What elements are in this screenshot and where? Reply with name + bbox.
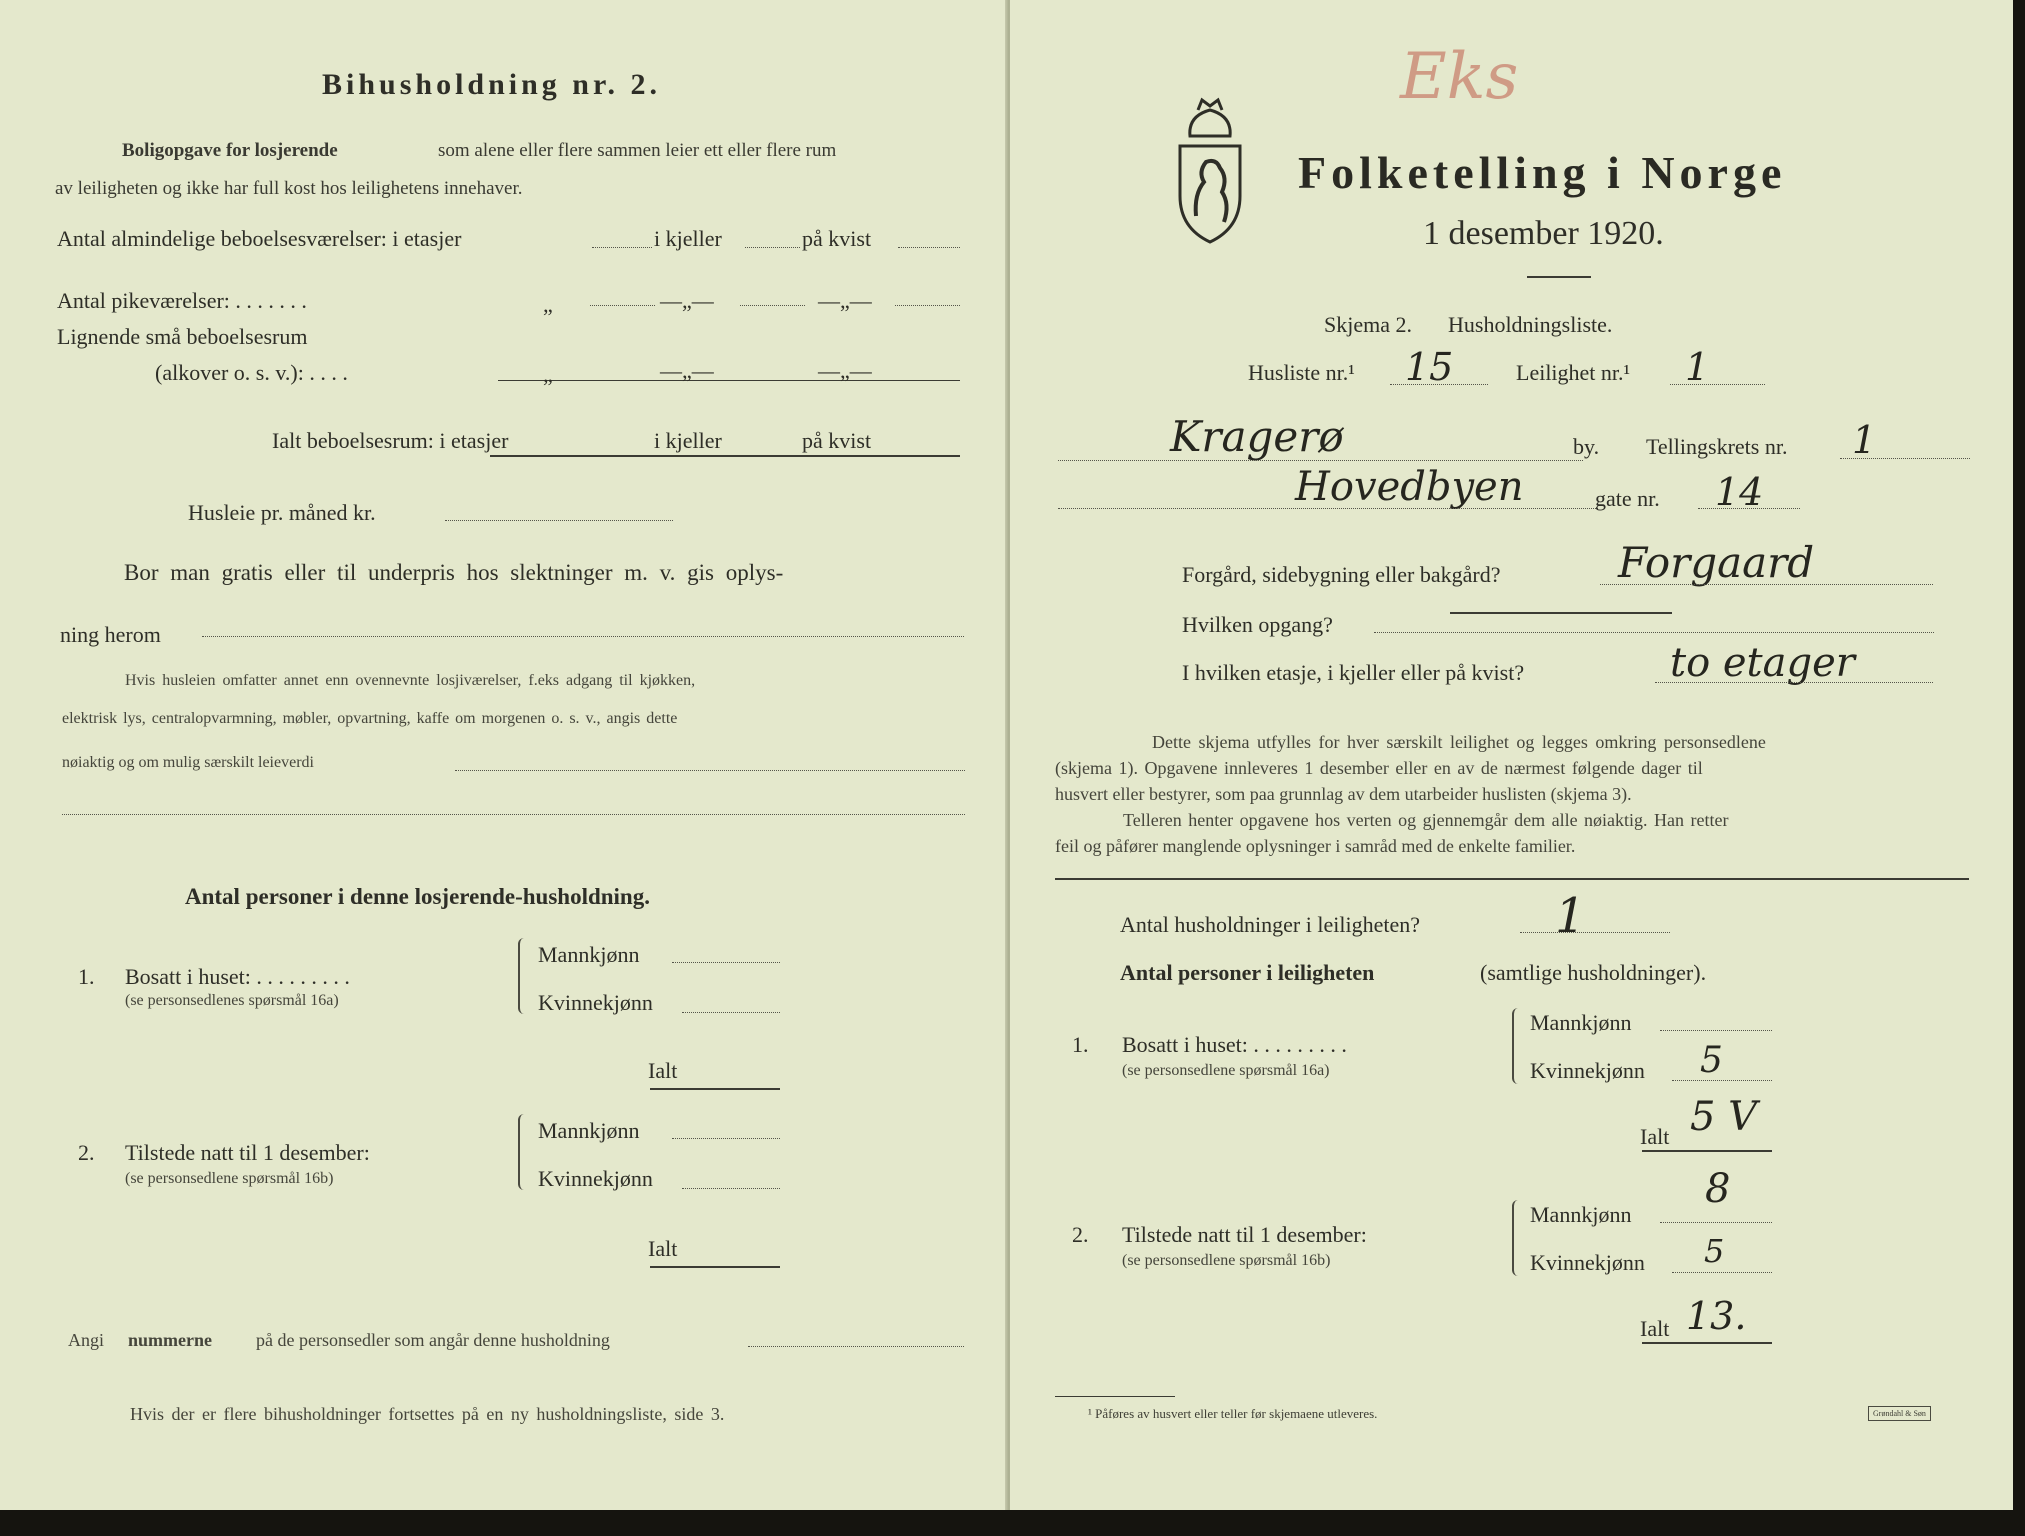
printer-stamp: Grøndahl & Søn [1868,1406,1931,1421]
maid-line-1 [590,305,655,306]
q2-male-label: Mannkjønn [538,1118,640,1143]
right-q2-female-value: 5 [1704,1232,1725,1270]
alcoves-ditto-1: „ [543,362,553,387]
free-answer-line [202,636,964,637]
gate-value: 14 [1715,470,1764,514]
husliste-label: Husliste nr.¹ [1248,360,1355,385]
q2-brace [518,1114,528,1190]
leilighet-label: Leilighet nr.¹ [1516,360,1631,385]
q1-female-line [682,1012,780,1013]
schema-label: Skjema 2. [1324,312,1412,337]
census-date: 1 desember 1920. [1423,215,1664,252]
right-q1-male-line [1660,1030,1772,1031]
forgard-value: Forgaard [1618,538,1815,587]
alcoves-label: (alkover o. s. v.): . . . . [155,360,348,385]
krets-label: Tellingskrets nr. [1646,434,1788,459]
note-line [455,770,965,771]
q2-total-label: Ialt [648,1236,678,1261]
city-value: Kragerø [1170,412,1344,461]
alcoves-ditto-2: —„— [660,358,714,383]
right-q2-male-label: Mannkjønn [1530,1202,1632,1227]
husliste-value: 15 [1405,345,1454,389]
q2-female-label: Kvinnekjønn [538,1166,653,1191]
q1-subtext: (se personsedlenes spørsmål 16a) [125,992,339,1009]
numbers-line [748,1346,964,1347]
intro-bold: Boligopgave for losjerende [122,140,338,161]
rooms-label: Antal almindelige beboelsesværelser: i etasjer [57,226,462,251]
left-title: Bihusholdning nr. 2. [322,68,662,101]
right-q1-subtext: (se personsedlene spørsmål 16a) [1122,1062,1330,1079]
note-line-extra [62,814,965,815]
right-q1-female-line [1672,1080,1772,1081]
persons-heading: Antal personer i denne losjerende-husholdning. [185,884,650,909]
street-value: Hovedbyen [1295,464,1524,510]
numbers-rest: på de personsedler som angår denne husholdning [256,1330,610,1350]
right-q2-female-line [1672,1272,1772,1273]
rooms-cellar-label: i kjeller [654,226,722,251]
right-q1-female-label: Kvinnekjønn [1530,1058,1645,1083]
left-footer: Hvis der er flere bihusholdninger fortsettes på en ny husholdningsliste, side 3. [130,1404,725,1424]
rooms-etasjer-line [592,247,652,248]
free-question-line1: Bor man gratis eller til underpris hos slektninger m. v. gis oplys- [124,560,784,585]
forgard-label: Forgård, sidebygning eller bakgård? [1182,562,1501,587]
right-q1-number: 1. [1072,1032,1089,1057]
numbers-pre: Angi [68,1330,104,1350]
q2-female-line [682,1188,780,1189]
rooms-attic-line [898,247,960,248]
free-question-line2: ning herom [60,622,161,647]
total-rooms-label: Ialt beboelsesrum: i etasjer [272,428,509,453]
total-rooms-line [490,455,960,457]
total-cellar-label: i kjeller [654,428,722,453]
maid-rooms-label: Antal pikeværelser: . . . . . . . [57,288,307,313]
footnote-divider [1055,1396,1175,1397]
schema-name: Husholdningsliste. [1448,312,1613,337]
right-q2-total-label: Ialt [1640,1316,1670,1341]
q1-label: Bosatt i huset: . . . . . . . . . [125,964,350,989]
rooms-attic-label: på kvist [802,226,872,251]
right-q1-male-label: Mannkjønn [1530,1010,1632,1035]
etasje-label: I hvilken etasje, i kjeller eller på kvist? [1182,660,1525,685]
right-q1-total-line [1642,1150,1772,1152]
pencil-mark: Eks [1400,40,1519,114]
q2-number: 2. [78,1140,95,1165]
total-attic-label: på kvist [802,428,872,453]
rent-line [445,520,673,521]
note-line2: elektrisk lys, centralopvarmning, møbler, opvartning, kaffe om morgenen o. s. v., angis dette [62,710,678,727]
similar-rooms-label: Lignende små beboelsesrum [57,324,308,349]
instructions-line2: (skjema 1). Opgavene innleveres 1 desember eller en av de nærmest følgende dager til [1055,758,1703,778]
maid-ditto-3: —„— [818,288,872,313]
right-q2-brace [1512,1200,1522,1276]
maid-ditto-2: —„— [660,288,714,313]
q1-female-label: Kvinnekjønn [538,990,653,1015]
maid-ditto-1: „ [543,292,553,317]
street-line [1058,508,1598,509]
instructions-line4: Telleren henter opgavene hos verten og gjennemgår dem alle nøiaktig. Han retter [1123,810,1729,830]
gate-line [1698,508,1800,509]
rooms-cellar-line [745,247,800,248]
by-label: by. [1573,434,1600,459]
right-q1-label: Bosatt i huset: . . . . . . . . . [1122,1032,1347,1057]
opgang-dash [1450,612,1672,614]
intro-line2: av leiligheten og ikke har full kost hos leilighetens innehaver. [55,178,523,199]
census-title: Folketelling i Norge [1298,147,1787,198]
right-q2-label: Tilstede natt til 1 desember: [1122,1222,1367,1247]
forgard-line [1600,584,1933,585]
maid-line-3 [895,305,960,306]
maid-line-2 [740,305,805,306]
leilighet-value: 1 [1685,345,1710,389]
households-line [1520,932,1670,933]
instructions-line5: feil og påfører manglende oplysninger i samråd med de enkelte familier. [1055,836,1576,856]
q1-male-line [672,962,780,963]
q1-total-line [650,1088,780,1090]
households-value: 1 [1555,888,1586,944]
alcoves-ditto-3: —„— [818,358,872,383]
right-q2-total-line [1642,1342,1772,1344]
etasje-value: to etager [1670,640,1855,686]
krets-value: 1 [1852,418,1877,462]
note-line1: Hvis husleien omfatter annet enn ovennevnte losjiværelser, f.eks adgang til kjøkken, [125,672,696,689]
right-q1-female-value: 5 [1700,1040,1723,1081]
city-line [1058,460,1583,461]
q2-male-line [672,1138,780,1139]
right-q2-number: 2. [1072,1222,1089,1247]
right-q1-total-label: Ialt [1640,1124,1670,1149]
q1-brace [518,938,528,1014]
right-q1-brace [1512,1008,1522,1084]
note-line3: nøiaktig og om mulig særskilt leieverdi [62,754,314,771]
right-q2-subtext: (se personsedlene spørsmål 16b) [1122,1252,1331,1269]
alcoves-line [498,380,960,381]
numbers-bold: nummerne [128,1330,212,1350]
persons-heading-bold: Antal personer i leiligheten [1120,960,1375,985]
q2-label: Tilstede natt til 1 desember: [125,1140,370,1165]
left-page [0,0,1010,1510]
gate-label: gate nr. [1595,486,1660,511]
right-q2-male-line [1660,1222,1772,1223]
krets-line [1840,458,1970,459]
q1-number: 1. [78,964,95,989]
households-label: Antal husholdninger i leiligheten? [1120,912,1420,937]
q2-total-line [650,1266,780,1268]
q2-subtext: (se personsedlene spørsmål 16b) [125,1170,334,1187]
right-q2-male-value: 8 [1705,1166,1731,1212]
leilighet-line [1670,384,1765,385]
q1-male-label: Mannkjønn [538,942,640,967]
q1-total-label: Ialt [648,1058,678,1083]
title-divider [1527,276,1591,278]
footnote: ¹ Påføres av husvert eller teller før skjemaene utleveres. [1088,1406,1378,1421]
persons-heading-rest: (samtlige husholdninger). [1480,960,1707,985]
coat-of-arms-icon [1170,96,1250,246]
opgang-label: Hvilken opgang? [1182,612,1333,637]
right-q1-total-value: 5 V [1690,1094,1758,1140]
etasje-line [1655,682,1933,683]
right-q2-female-label: Kvinnekjønn [1530,1250,1645,1275]
right-q2-total-value: 13. [1686,1294,1747,1338]
intro-rest: som alene eller flere sammen leier ett eller flere rum [438,140,837,161]
instructions-line3: husvert eller bestyrer, som paa grunnlag av dem utarbeider huslisten (skjema 3). [1055,784,1632,804]
instructions-divider [1055,878,1969,880]
opgang-line [1374,632,1934,633]
rent-label: Husleie pr. måned kr. [188,500,376,525]
instructions-line1: Dette skjema utfylles for hver særskilt leilighet og legges omkring personsedlene [1152,732,1766,752]
husliste-line [1390,384,1488,385]
right-page [1010,0,2013,1510]
